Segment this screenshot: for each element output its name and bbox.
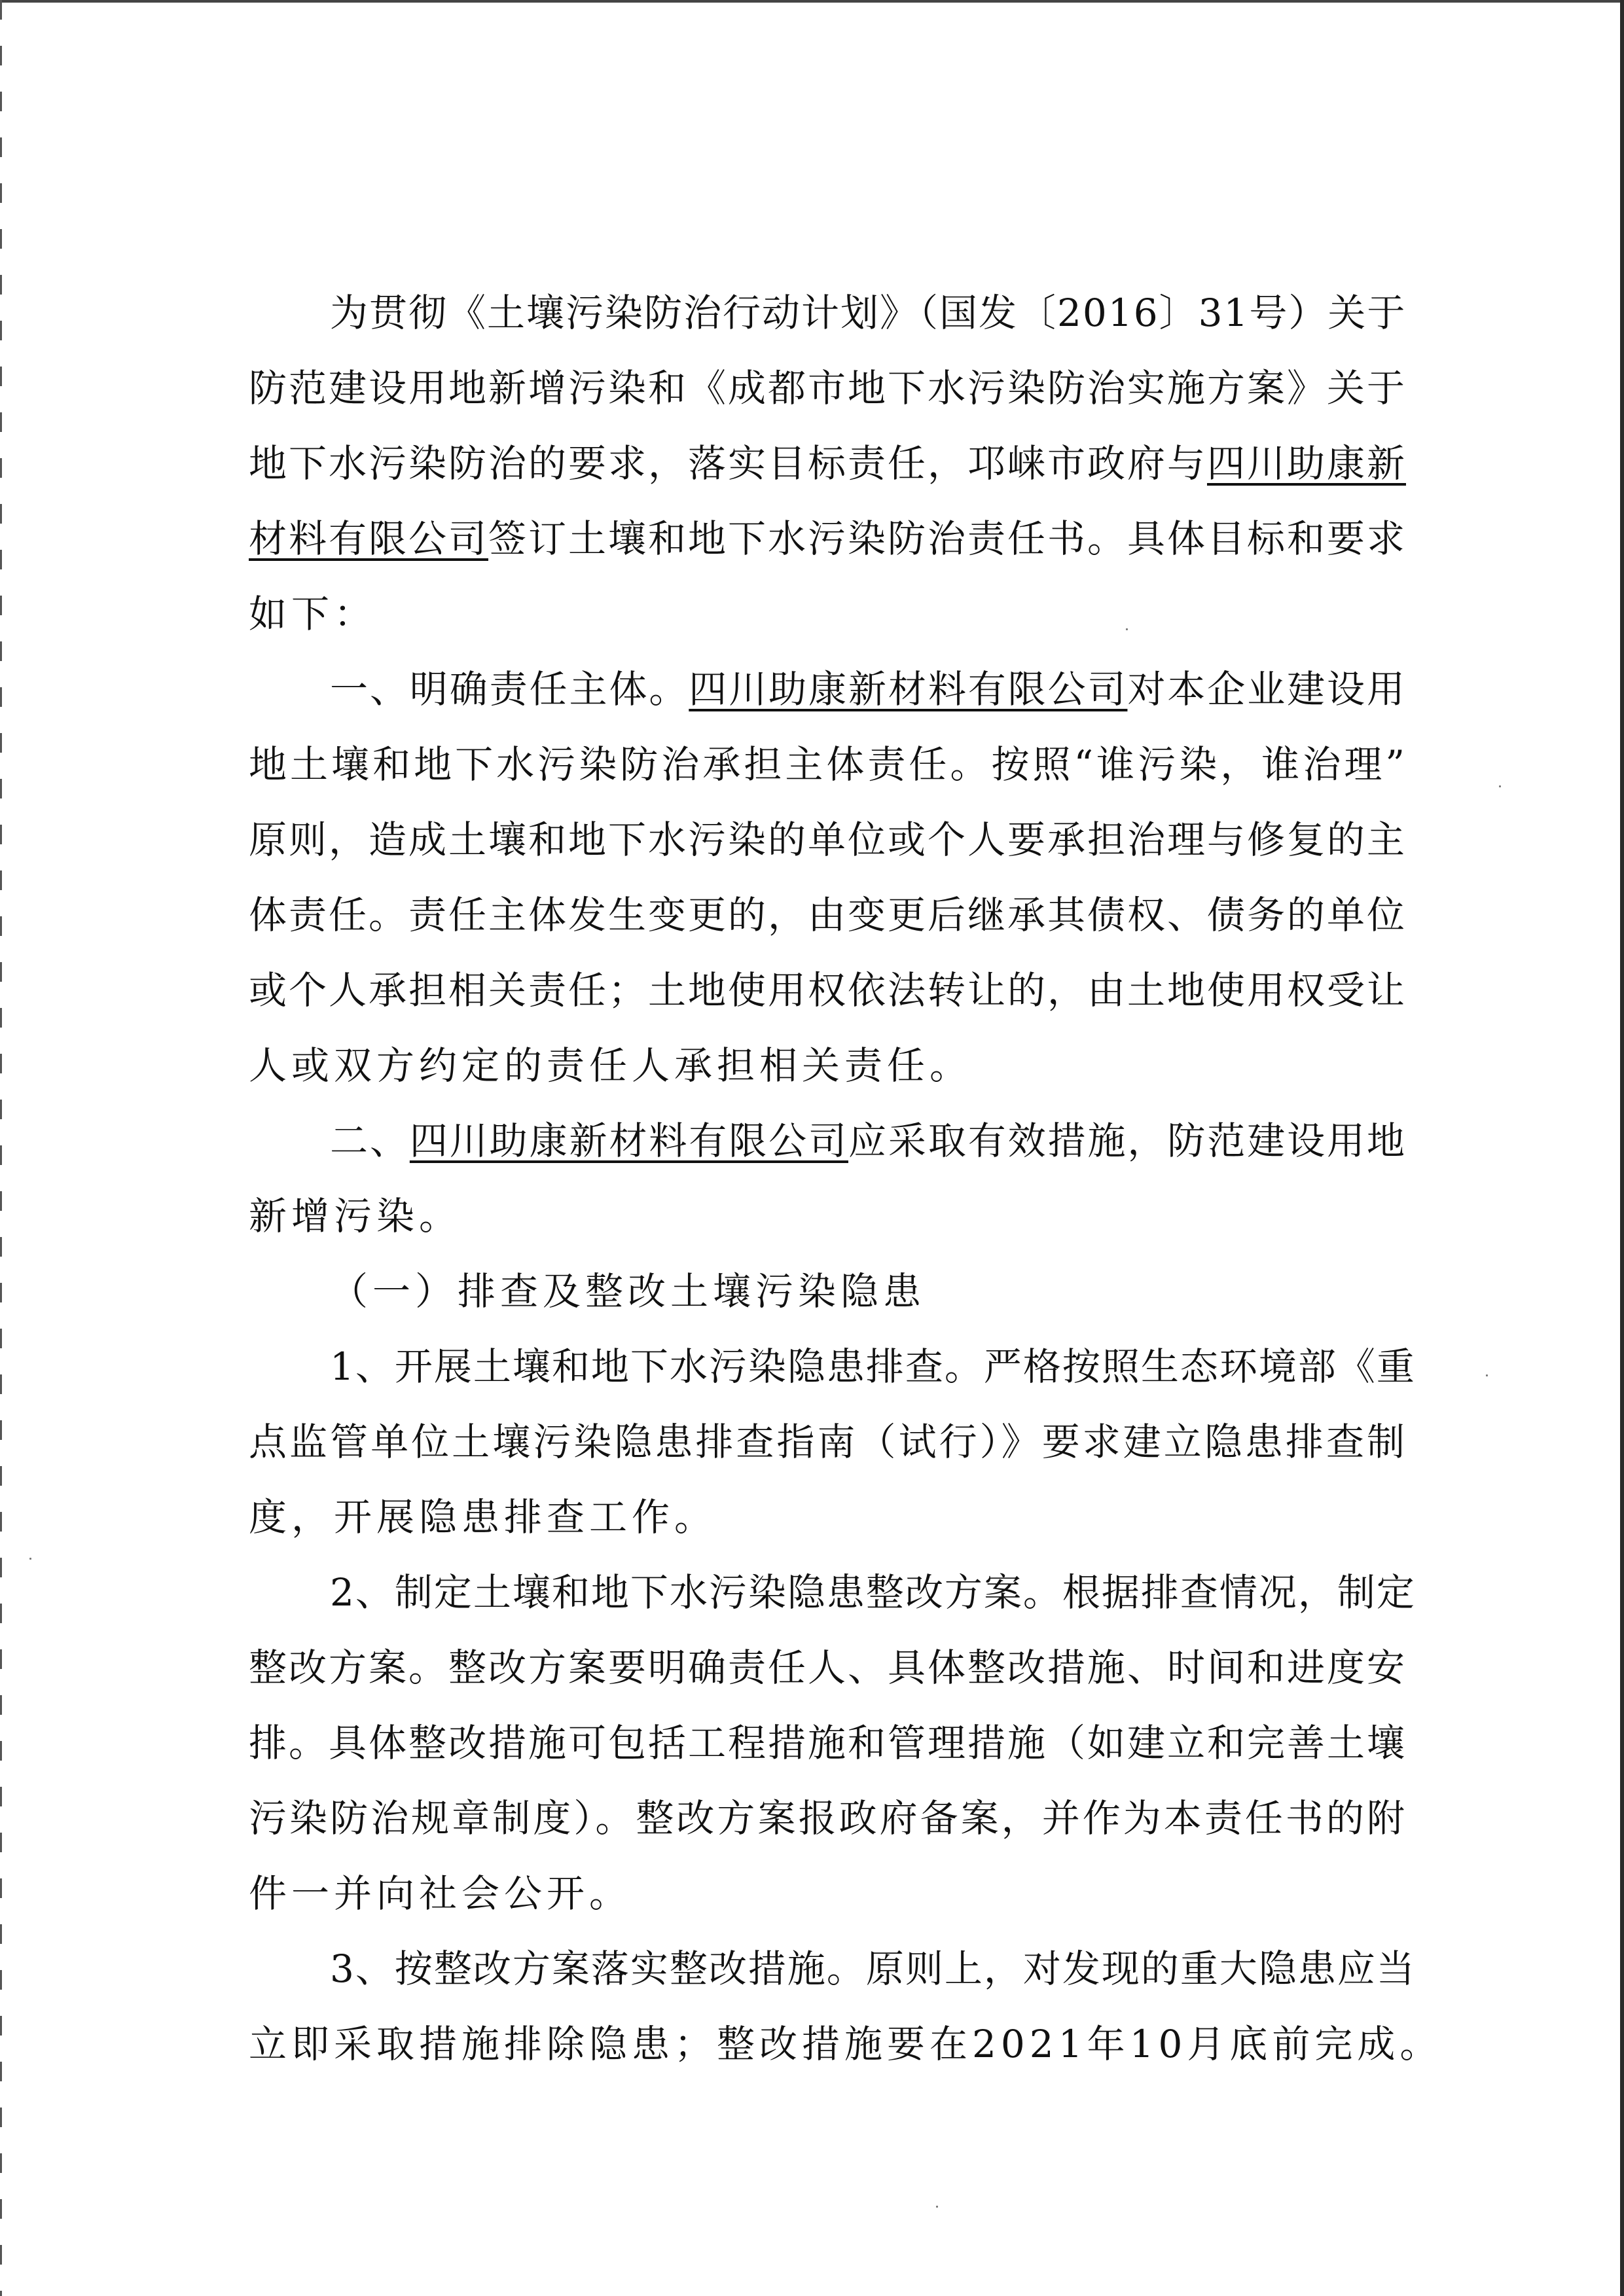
text-line — [249, 1717, 1406, 1792]
paragraph-section-1 — [249, 663, 1406, 1115]
text-line — [249, 1867, 1406, 1943]
text-line — [249, 964, 1406, 1039]
text-segment: 件一并向社会公开。 — [249, 1871, 632, 1916]
text-segment: 2、制定土壤和地下水污染隐患整改方案。根据排查情况，制定 — [330, 1570, 1416, 1615]
text-line — [249, 512, 1406, 588]
document-body — [249, 287, 1443, 2093]
paragraph-item-2 — [249, 1566, 1416, 1943]
text-segment: 人或双方约定的责任人承担相关责任。 — [249, 1043, 973, 1088]
text-segment: 防范建设用地新增污染和《成都市地下水污染防治实施方案》关于 — [249, 366, 1406, 410]
text-line — [249, 1039, 1406, 1115]
paragraph-subsection-1 — [249, 1265, 1406, 1340]
text-segment: 立即采取措施排除隐患；整改措施要在2021年10月底前完成。 — [249, 2022, 1443, 2066]
text-segment: 签订土壤和地下水污染防治责任书。具体目标和要求 — [488, 516, 1406, 561]
text-segment: 新增污染。 — [249, 1194, 462, 1238]
text-segment: 如下： — [249, 592, 377, 636]
text-segment: 1、开展土壤和地下水污染隐患排查。严格按照生态环境部《重 — [330, 1344, 1416, 1389]
text-line — [249, 362, 1406, 437]
text-line — [249, 588, 1406, 663]
text-segment: 为贯彻《土壤污染防治行动计划》（国发〔2016〕31号）关于 — [330, 291, 1407, 335]
text-segment: 原则，造成土壤和地下水污染的单位或个人要承担治理与修复的主 — [249, 817, 1406, 862]
scan-speck — [936, 2206, 938, 2208]
text-line — [249, 1943, 1416, 2018]
text-line — [249, 1190, 1406, 1265]
scan-speck — [1499, 785, 1501, 787]
text-segment: 对本企业建设用 — [1127, 667, 1406, 711]
text-line — [249, 1641, 1406, 1717]
paragraph-item-1 — [249, 1340, 1416, 1566]
text-line — [249, 287, 1406, 362]
company-name-underlined: 四川助康新材料有限公司 — [689, 667, 1128, 711]
text-line — [249, 2018, 1443, 2093]
text-segment: 应采取有效措施，防范建设用地 — [848, 1119, 1406, 1163]
text-segment: 污染防治规章制度）。整改方案报政府备案，并作为本责任书的附 — [249, 1796, 1406, 1840]
text-segment: 体责任。责任主体发生变更的，由变更后继承其债权、债务的单位 — [249, 893, 1406, 937]
text-line — [249, 1491, 1406, 1566]
text-segment: （一）排查及整改土壤污染隐患 — [330, 1269, 926, 1314]
scan-edge-left — [0, 0, 2, 2296]
company-name-underlined: 材料有限公司 — [249, 516, 488, 561]
text-segment: 一、明确责任主体。 — [330, 667, 689, 711]
scan-edge-right — [1620, 0, 1624, 2296]
text-line — [249, 1792, 1406, 1867]
text-line — [249, 738, 1406, 814]
text-segment: 地下水污染防治的要求，落实目标责任，邛崃市政府与 — [249, 441, 1207, 486]
text-line — [249, 1115, 1406, 1190]
text-line — [249, 437, 1406, 512]
text-line — [249, 889, 1406, 964]
text-line — [249, 1566, 1416, 1641]
text-segment: 3、按整改方案落实整改措施。原则上，对发现的重大隐患应当 — [330, 1946, 1416, 1991]
company-name-underlined: 四川助康新 — [1206, 441, 1406, 486]
text-line — [249, 1416, 1406, 1491]
paragraph-intro — [249, 287, 1406, 663]
scan-edge-top — [0, 0, 1624, 3]
text-segment: 二、 — [330, 1119, 410, 1163]
paragraph-item-3 — [249, 1943, 1443, 2093]
text-segment: 地土壤和地下水污染防治承担主体责任。按照“谁污染，谁治理” — [249, 742, 1406, 787]
scan-speck — [1486, 1374, 1488, 1376]
text-line — [249, 814, 1406, 889]
scan-speck — [29, 1558, 31, 1560]
text-line — [249, 1340, 1416, 1416]
company-name-underlined: 四川助康新材料有限公司 — [409, 1119, 848, 1163]
text-segment: 度，开展隐患排查工作。 — [249, 1495, 717, 1539]
text-segment: 或个人承担相关责任；土地使用权依法转让的，由土地使用权受让 — [249, 968, 1406, 1013]
paragraph-section-2 — [249, 1115, 1406, 1265]
text-segment: 排。具体整改措施可包括工程措施和管理措施（如建立和完善土壤 — [249, 1721, 1406, 1765]
text-segment: 整改方案。整改方案要明确责任人、具体整改措施、时间和进度安 — [249, 1645, 1406, 1690]
text-segment: 点监管单位土壤污染隐患排查指南（试行）》要求建立隐患排查制 — [249, 1420, 1406, 1464]
text-line — [249, 663, 1406, 738]
text-line — [249, 1265, 1406, 1340]
